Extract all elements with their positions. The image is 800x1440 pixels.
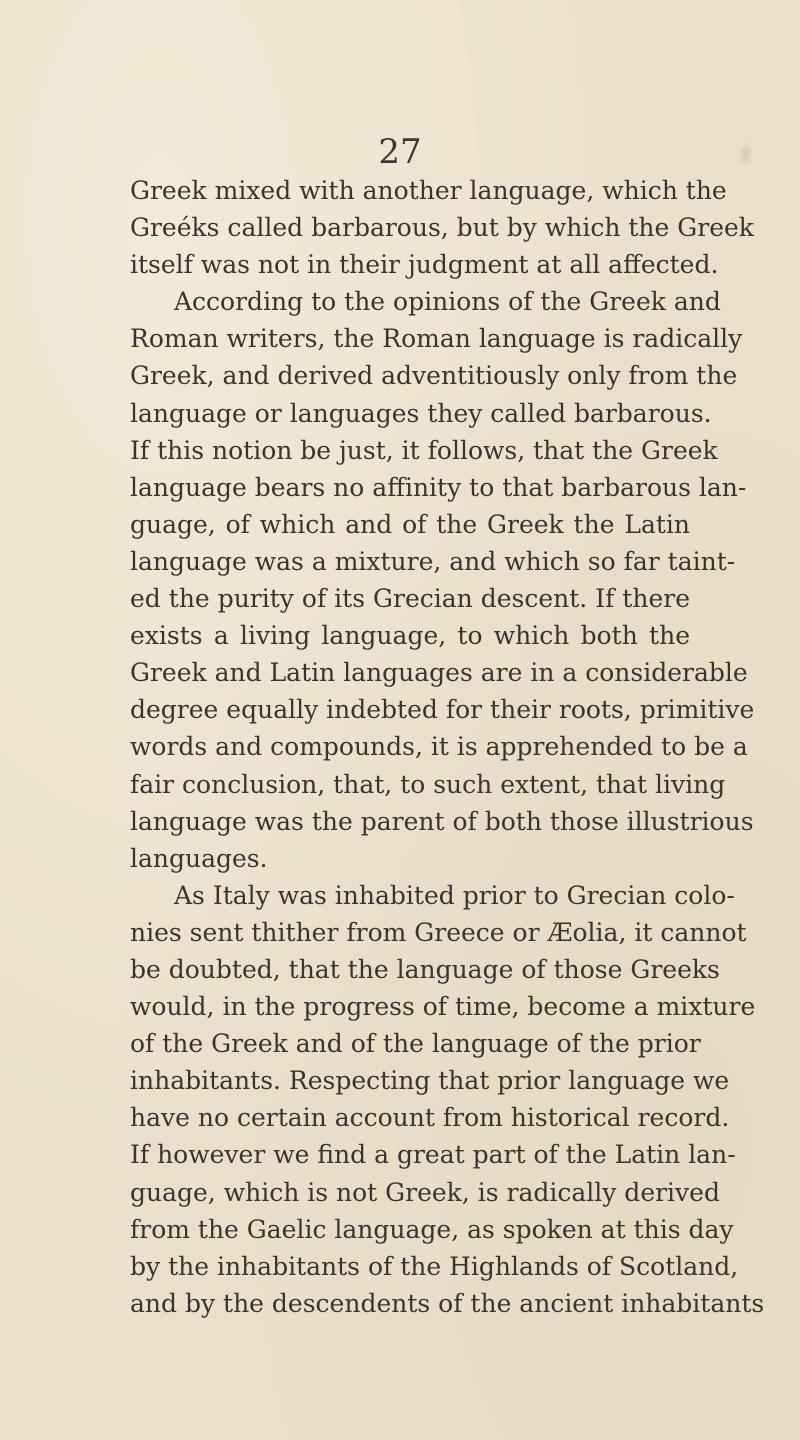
text-line: guage, of which and of the Greek the Latin — [130, 509, 690, 539]
text-line: As Italy was inhabited prior to Grecian colo- — [174, 880, 735, 910]
text-line: from the Gaelic language, as spoken at this day — [130, 1214, 734, 1244]
text-line: language or languages they called barbarous. — [130, 398, 712, 428]
text-line: ed the purity of its Grecian descent. If there — [130, 584, 690, 614]
text-line: If this notion be just, it follows, that the Greek — [130, 435, 718, 465]
text-line: exists a living language, to which both the — [130, 621, 690, 651]
text-line: words and compounds, it is apprehended to be a — [130, 732, 748, 762]
text-line: language was a mixture, and which so far taint- — [130, 546, 736, 576]
text-line: language was the parent of both those illustrious — [130, 806, 754, 836]
text-line: by the inhabitants of the Highlands of Scotland, — [130, 1251, 739, 1281]
text-line: nies sent thither from Greece or Æolia, it cannot — [130, 917, 747, 947]
text-line: Roman writers, the Roman language is radically — [130, 324, 743, 354]
text-line: If however we find a great part of the Latin lan- — [130, 1140, 736, 1170]
page-body-text — [130, 172, 765, 1322]
text-line: Greek and Latin languages are in a considerable — [130, 658, 748, 688]
text-line: language bears no affinity to that barbarous lan- — [130, 472, 747, 502]
text-line: have no certain account from historical record. — [130, 1103, 730, 1133]
text-line: degree equally indebted for their roots, primitive — [130, 695, 755, 725]
text-line: languages. — [130, 843, 268, 873]
text-line: and by the descendents of the ancient inhabitants — [130, 1288, 765, 1318]
text-line: Greek, and derived adventitiously only from the — [130, 361, 738, 391]
text-line: According to the opinions of the Greek and — [174, 287, 721, 317]
text-line: of the Greek and of the language of the prior — [130, 1029, 701, 1059]
page-number: 27 — [378, 132, 422, 172]
text-line: would, in the progress of time, become a mixture — [130, 992, 756, 1022]
text-line: be doubted, that the language of those Greeks — [130, 954, 720, 984]
text-line: Greek mixed with another language, which the — [130, 176, 727, 205]
text-line: fair conclusion, that, to such extent, that living — [130, 769, 726, 799]
text-line: inhabitants. Respecting that prior language we — [130, 1066, 730, 1096]
text-line: itself was not in their judgment at all affected. — [130, 250, 719, 280]
text-line: guage, which is not Greek, is radically derived — [130, 1177, 720, 1207]
text-line: Greéks called barbarous, but by which the Greek — [130, 213, 754, 243]
